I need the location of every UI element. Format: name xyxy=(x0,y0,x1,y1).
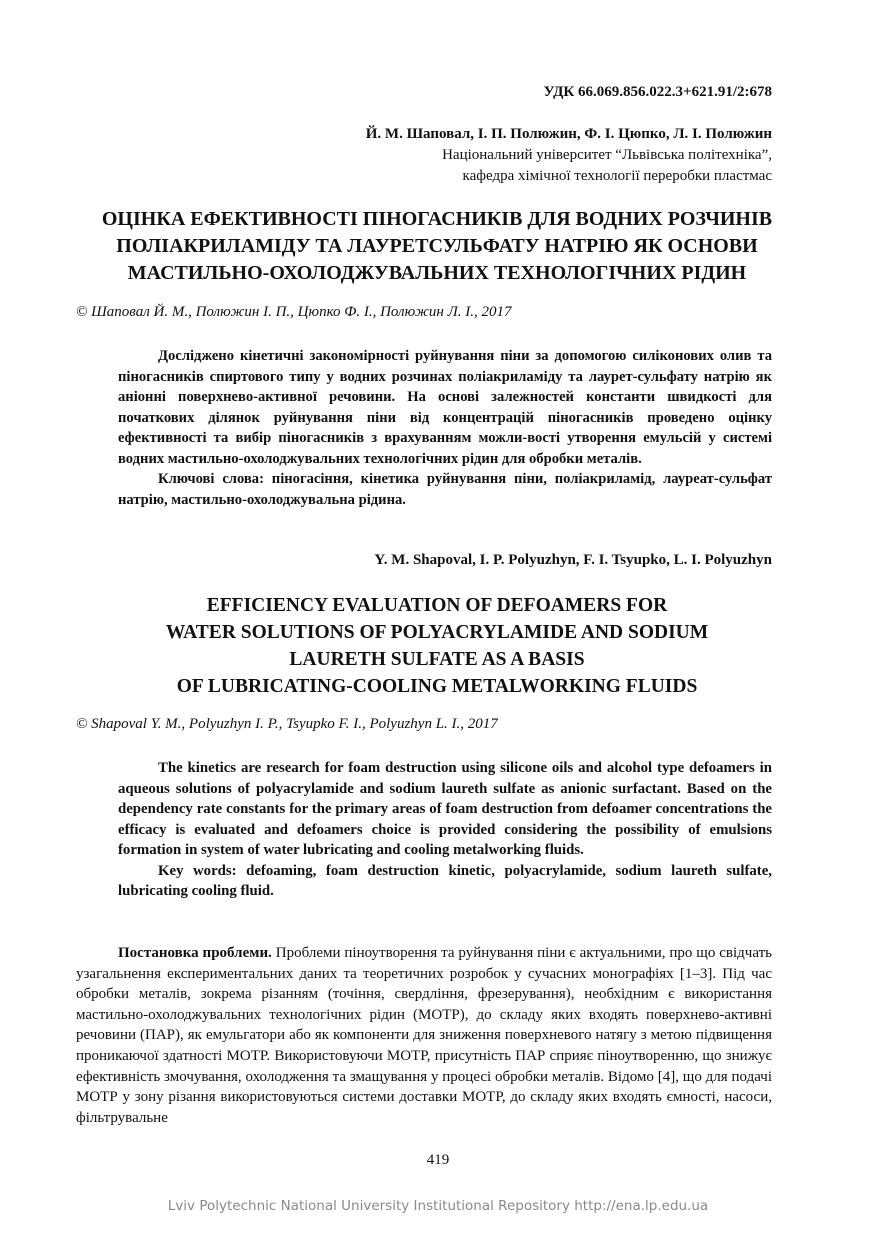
abstract-en xyxy=(118,758,772,902)
title-ua-line-3: МАСТИЛЬНО-ОХОЛОДЖУВАЛЬНИХ ТЕХНОЛОГІЧНИХ РІДИН xyxy=(127,262,747,284)
authors-block-ua xyxy=(366,124,772,187)
authors-ua: Й. М. Шаповал, І. П. Полюжин, Ф. І. Цюпко, Л. І. Полюжин xyxy=(365,126,772,142)
affiliation-line-1: Національний університет “Львівська політехніка”, xyxy=(442,147,772,163)
udk-code: УДК 66.069.856.022.3+621.91/2:678 xyxy=(543,84,772,100)
copyright-ua: © Шаповал Й. М., Полюжин І. П., Цюпко Ф. І., Полюжин Л. І., 2017 xyxy=(76,304,512,320)
affiliation-line-2: кафедра хімічної технології переробки пластмас xyxy=(462,168,772,184)
authors-en: Y. M. Shapoval, I. P. Polyuzhyn, F. I. Tsyupko, L. I. Polyuzhyn xyxy=(374,552,772,568)
body-paragraph-text: Проблеми піноутворення та руйнування піни є актуальними, про що свідчать узагальнення експериментальних даних та теоретичних розробок у сучасних монографіях [1–3]. Під час обробки металів, зокрема різанням (точіння, свердління, фрезерування), необхідним є використання мастильно-охолоджувальних технологічних рідин (МОТР), до складу яких входять поверхнево-активні речовини (ПАР), як емульгатори або як компоненти для зниження поверхневого натягу з метою підвищення проникаючої здатності МОТР. Використовуючи МОТР, присутність ПАР сприяє піноутворенню, що знижує ефективність змочування, охолодження та змащування у процесі обробки металів. Відомо [4], що для подачі МОТР у зону різання використовуються системи доставки МОТР, до складу яких входять ємності, насоси, фільтрувальне xyxy=(76,945,772,1126)
repository-footer: Lviv Polytechnic National University Institutional Repository http://ena.lp.edu.ua xyxy=(167,1198,709,1214)
title-en-line-4: OF LUBRICATING-COOLING METALWORKING FLUIDS xyxy=(176,676,698,697)
body-section xyxy=(76,943,772,1128)
title-ua-line-2: ПОЛІАКРИЛАМІДУ ТА ЛАУРЕТСУЛЬФАТУ НАТРІЮ ЯК ОСНОВИ xyxy=(116,235,758,257)
section-heading-problem: Постановка проблеми. xyxy=(118,945,272,961)
title-en-line-3: LAURETH SULFATE AS A BASIS xyxy=(289,649,585,670)
title-en-line-1: EFFICIENCY EVALUATION OF DEFOAMERS FOR xyxy=(206,595,668,616)
abstract-ua xyxy=(118,346,772,510)
title-ua-line-1: ОЦІНКА ЕФЕКТИВНОСТІ ПІНОГАСНИКІВ ДЛЯ ВОДНИХ РОЗЧИНІВ xyxy=(101,208,773,230)
title-ua xyxy=(72,206,802,287)
copyright-en: © Shapoval Y. M., Polyuzhyn I. P., Tsyupko F. I., Polyuzhyn L. I., 2017 xyxy=(76,716,498,732)
abstract-en-text: The kinetics are research for foam destruction using silicone oils and alcohol type defoamers in aqueous solutions of polyacrylamide and sodium laureth sulfate as anionic surfactant. Based on the dependency rate constants for the primary areas of foam destruction from defoamer concentrations the efficacy is evaluated and defoamers choice is provided considering the possibility of emulsions formation in system of water lubricating and cooling metalworking fluids. xyxy=(118,760,772,858)
title-en-line-2: WATER SOLUTIONS OF POLYACRYLAMIDE AND SODIUM xyxy=(165,622,709,643)
body-paragraph xyxy=(76,943,772,1128)
keywords-en: Key words: defoaming, foam destruction kinetic, polyacrylamide, sodium laureth sulfate, lubricating cooling fluid. xyxy=(118,862,772,899)
abstract-ua-text: Досліджено кінетичні закономірності руйнування піни за допомогою силіконових олив та піногасників спиртового типу у водних розчинах поліакриламіду та лаурет-сульфату натрію як аніонні поверхнево-активної речовини. На основі залежностей константи швидкості для початкових ділянок руйнування піни від концентрацій піногасників проведено оцінку ефективності та вибір піногасників з врахуванням можли-вості утворення емульсій у системі водних мастильно-охолоджувальних технологічних рідин для обробки металів. xyxy=(118,348,772,467)
title-en xyxy=(72,592,802,700)
keywords-ua: Ключові слова: піногасіння, кінетика руйнування піни, поліакриламід, лауреат-сульфат натрію, мастильно-охолоджувальна рідина. xyxy=(118,471,772,508)
page-number: 419 xyxy=(426,1152,450,1168)
